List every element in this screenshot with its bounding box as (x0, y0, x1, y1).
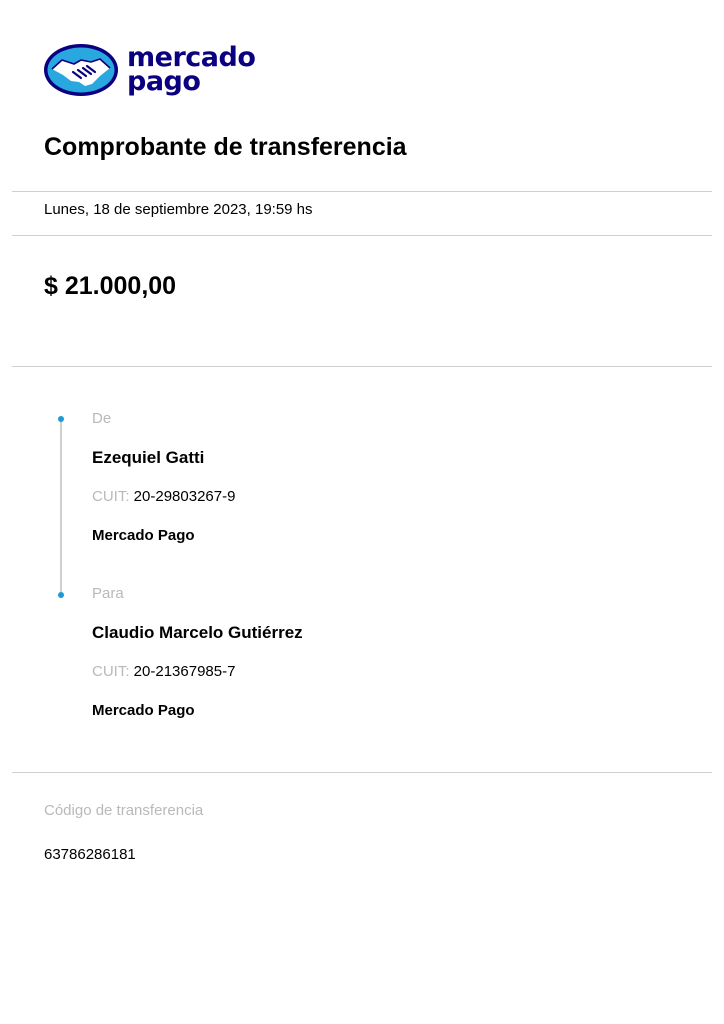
divider (12, 191, 712, 192)
from-cuit (92, 488, 235, 505)
divider (12, 366, 712, 367)
handshake-icon (43, 42, 119, 98)
to-cuit (92, 663, 235, 680)
page-title: Comprobante de transferencia (44, 133, 407, 161)
from-label: De (92, 410, 112, 427)
mercado-pago-logo (43, 42, 255, 98)
from-cuit-label: CUIT: (92, 488, 130, 505)
transfer-amount: $ 21.000,00 (44, 272, 177, 300)
transfer-code-value: 63786286181 (44, 846, 136, 863)
transfer-date: Lunes, 18 de septiembre 2023, 19:59 hs (44, 201, 313, 218)
from-name: Ezequiel Gatti (92, 448, 205, 467)
timeline-line (60, 419, 62, 596)
timeline-dot-to (58, 592, 64, 598)
transfer-code-label: Código de transferencia (44, 802, 204, 819)
divider (12, 772, 712, 773)
to-cuit-value: 20-21367985-7 (133, 663, 236, 680)
to-name: Claudio Marcelo Gutiérrez (92, 623, 303, 642)
timeline-dot-from (58, 416, 64, 422)
divider (12, 235, 712, 236)
brand-wordmark (127, 42, 256, 97)
brand-wordmark-line2: pago (127, 66, 201, 97)
from-cuit-value: 20-29803267-9 (133, 488, 236, 505)
to-cuit-label: CUIT: (92, 663, 130, 680)
to-bank: Mercado Pago (92, 702, 195, 719)
brand-wordmark-line1: mercado (127, 42, 256, 73)
from-bank: Mercado Pago (92, 527, 195, 544)
to-label: Para (92, 585, 124, 602)
